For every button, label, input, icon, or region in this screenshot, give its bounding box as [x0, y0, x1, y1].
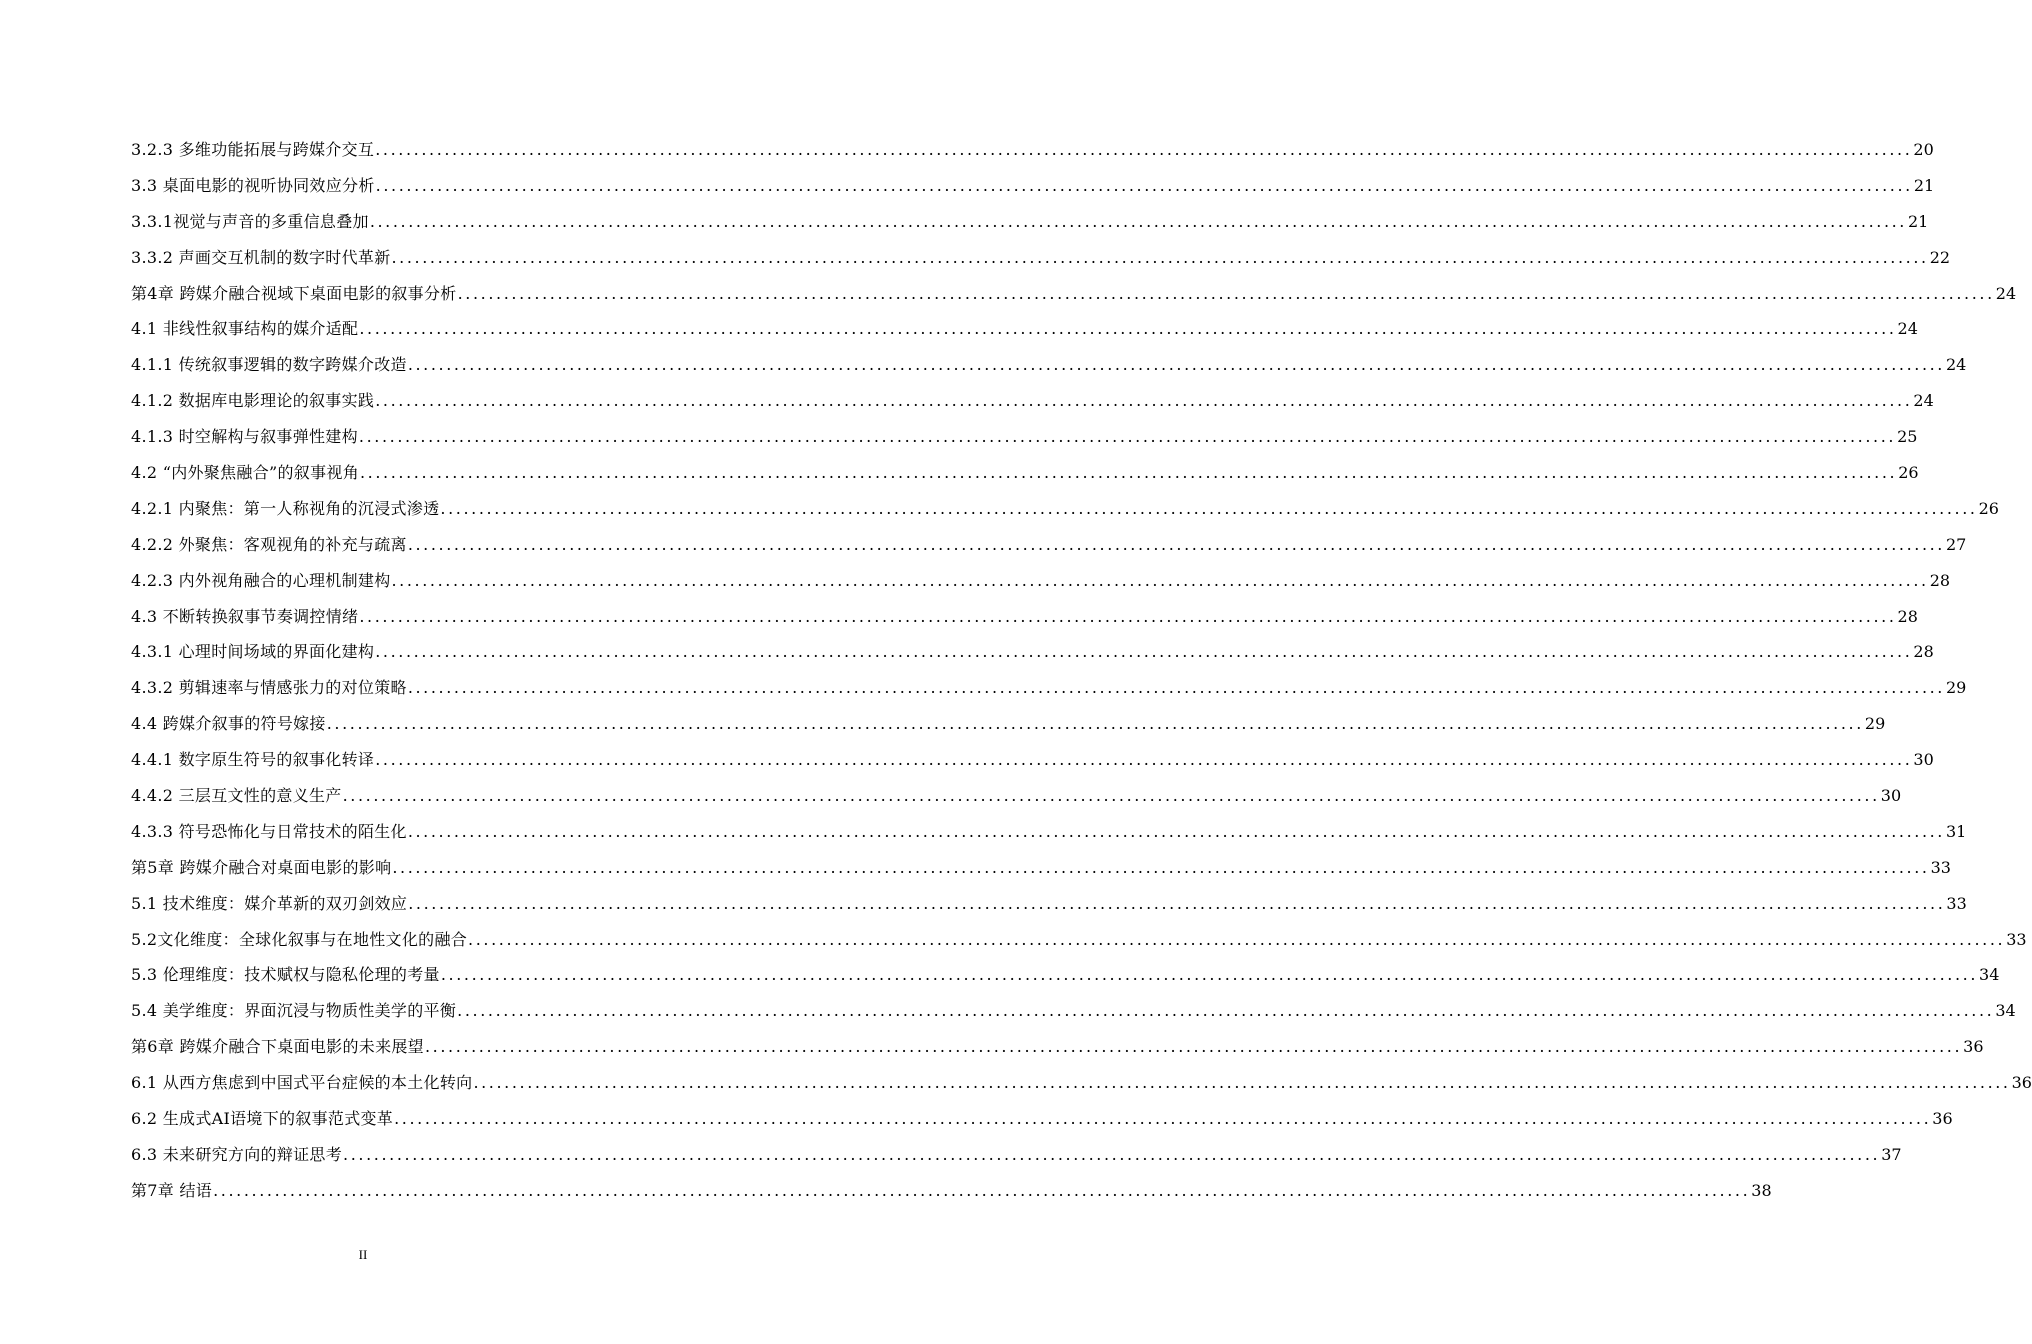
toc-dot-leader: ........................................................................................................................................................................................................ — [424, 1037, 1963, 1057]
toc-entry[interactable] — [131, 347, 1967, 383]
toc-entry-title: 4.1.2 数据库电影理论的叙事实践 — [131, 391, 375, 411]
toc-entry-title: 第4章 跨媒介融合视域下桌面电影的叙事分析 — [131, 283, 457, 303]
toc-dot-leader: ........................................................................................................................................................................................................ — [408, 893, 1946, 913]
toc-entry-page: 33 — [1946, 893, 1967, 913]
toc-dot-leader: ........................................................................................................................................................................................................ — [342, 786, 1880, 806]
toc-entry-title: 4.3.2 剪辑速率与情感张力的对位策略 — [131, 678, 407, 698]
toc-entry[interactable] — [131, 706, 1886, 742]
toc-entry-page: 21 — [1913, 175, 1935, 195]
toc-entry-title: 3.3.1视觉与声音的多重信息叠加 — [131, 211, 369, 231]
toc-entry-page: 24 — [1946, 355, 1967, 375]
toc-entry-title: 4.2.1 内聚焦：第一人称视角的沉浸式渗透 — [131, 498, 440, 518]
toc-entry-title: 4.1.1 传统叙事逻辑的数字跨媒介改造 — [131, 355, 407, 375]
toc-entry[interactable] — [131, 599, 1918, 635]
toc-entry-title: 4.2 “内外聚焦融合”的叙事视角 — [131, 463, 359, 483]
toc-entry-title: 6.2 生成式AI语境下的叙事范式变革 — [131, 1109, 394, 1129]
toc-entry-page: 34 — [1979, 965, 2000, 985]
toc-dot-leader: ........................................................................................................................................................................................................ — [359, 319, 1897, 339]
toc-dot-leader: ........................................................................................................................................................................................................ — [391, 570, 1929, 590]
toc-entry[interactable] — [131, 1137, 1902, 1173]
toc-entry-page: 26 — [1898, 463, 1919, 483]
toc-entry[interactable] — [131, 670, 1967, 706]
toc-entry-page: 34 — [1995, 1001, 2016, 1021]
toc-entry-page: 38 — [1751, 1180, 1772, 1200]
page-footer — [0, 1247, 950, 1263]
toc-entry[interactable] — [131, 634, 1934, 670]
toc-dot-leader: ........................................................................................................................................................................................................ — [360, 463, 1898, 483]
toc-entry-title: 4.1.3 时空解构与叙事弹性建构 — [131, 427, 358, 447]
toc-entry-page: 28 — [1913, 642, 1934, 662]
toc-dot-leader: ........................................................................................................................................................................................................ — [375, 750, 1913, 770]
toc-entry-title: 4.4.1 数字原生符号的叙事化转译 — [131, 750, 375, 770]
toc-entry[interactable] — [131, 419, 1918, 455]
toc-entry[interactable] — [131, 1101, 1953, 1137]
toc-entry-title: 5.4 美学维度：界面沉浸与物质性美学的平衡 — [131, 1001, 457, 1021]
toc-entry[interactable] — [131, 276, 2017, 312]
toc-entry[interactable] — [131, 1173, 1772, 1209]
toc-entry[interactable] — [131, 132, 1934, 168]
toc-entry-page: 36 — [1932, 1109, 1953, 1129]
page-number: II — [358, 1247, 368, 1262]
toc-entry[interactable] — [131, 311, 1918, 347]
toc-dot-leader: ........................................................................................................................................................................................................ — [375, 391, 1913, 411]
toc-dot-leader: ........................................................................................................................................................................................................ — [457, 283, 1995, 303]
toc-entry[interactable] — [131, 850, 1951, 886]
toc-entry-title: 第5章 跨媒介融合对桌面电影的影响 — [131, 857, 392, 877]
toc-entry-page: 28 — [1929, 570, 1951, 590]
toc-entry-title: 5.1 技术维度：媒介革新的双刃剑效应 — [131, 893, 408, 913]
toc-entry-title: 4.2.2 外聚焦：客观视角的补充与疏离 — [131, 534, 407, 554]
toc-entry-page: 29 — [1946, 678, 1967, 698]
toc-dot-leader: ........................................................................................................................................................................................................ — [407, 355, 1945, 375]
toc-entry-page: 24 — [1995, 283, 2017, 303]
toc-entry[interactable] — [131, 886, 1967, 922]
toc-dot-leader: ........................................................................................................................................................................................................ — [392, 857, 1930, 877]
toc-entry[interactable] — [131, 778, 1902, 814]
toc-dot-leader: ........................................................................................................................................................................................................ — [407, 821, 1945, 841]
toc-dot-leader: ........................................................................................................................................................................................................ — [391, 247, 1929, 267]
toc-dot-leader: ........................................................................................................................................................................................................ — [375, 642, 1913, 662]
toc-entry-title: 4.3.3 符号恐怖化与日常技术的陌生化 — [131, 821, 407, 841]
toc-entry[interactable] — [131, 527, 1967, 563]
toc-dot-leader: ........................................................................................................................................................................................................ — [343, 1144, 1881, 1164]
toc-dot-leader: ........................................................................................................................................................................................................ — [468, 929, 2006, 949]
toc-entry-title: 4.1 非线性叙事结构的媒介适配 — [131, 319, 359, 339]
toc-dot-leader: ........................................................................................................................................................................................................ — [375, 175, 1913, 195]
toc-entry[interactable] — [131, 742, 1934, 778]
toc-entry[interactable] — [131, 240, 1951, 276]
toc-entry-page: 33 — [1930, 857, 1951, 877]
toc-entry-title: 5.2文化维度：全球化叙事与在地性文化的融合 — [131, 929, 468, 949]
toc-dot-leader: ........................................................................................................................................................................................................ — [440, 965, 1979, 985]
toc-dot-leader: ........................................................................................................................................................................................................ — [407, 534, 1945, 554]
toc-dot-leader: ........................................................................................................................................................................................................ — [407, 678, 1945, 698]
toc-entry[interactable] — [131, 814, 1967, 850]
toc-dot-leader: ........................................................................................................................................................................................................ — [359, 606, 1897, 626]
toc-dot-leader: ........................................................................................................................................................................................................ — [326, 714, 1864, 734]
toc-dot-leader: ........................................................................................................................................................................................................ — [473, 1073, 2011, 1093]
toc-dot-leader: ........................................................................................................................................................................................................ — [358, 427, 1897, 447]
toc-entry[interactable] — [131, 1065, 2032, 1101]
toc-entry-page: 30 — [1880, 786, 1902, 806]
toc-entry-title: 6.3 未来研究方向的辩证思考 — [131, 1144, 343, 1164]
toc-entry-title: 4.3 不断转换叙事节奏调控情绪 — [131, 606, 359, 626]
toc-entry[interactable] — [131, 204, 1929, 240]
toc-entry-title: 第7章 结语 — [131, 1180, 213, 1200]
toc-entry-page: 20 — [1913, 140, 1934, 159]
toc-entry[interactable] — [131, 491, 1999, 527]
toc-entry-page: 24 — [1897, 319, 1918, 339]
toc-entry[interactable] — [131, 957, 2000, 993]
toc-entry[interactable] — [131, 455, 1919, 491]
toc-dot-leader: ........................................................................................................................................................................................................ — [457, 1001, 1995, 1021]
toc-entry-title: 4.3.1 心理时间场域的界面化建构 — [131, 642, 375, 662]
toc-entry-page: 37 — [1881, 1144, 1902, 1164]
toc-entry[interactable] — [131, 168, 1935, 204]
toc-entry-page: 33 — [2006, 929, 2027, 949]
toc-entry-title: 第6章 跨媒介融合下桌面电影的未来展望 — [131, 1037, 424, 1057]
toc-entry[interactable] — [131, 993, 2016, 1029]
toc-entry-page: 30 — [1913, 750, 1934, 770]
toc-entry-title: 5.3 伦理维度：技术赋权与隐私伦理的考量 — [131, 965, 440, 985]
toc-dot-leader: ........................................................................................................................................................................................................ — [369, 211, 1907, 231]
toc-entry-title: 3.3.2 声画交互机制的数字时代革新 — [131, 247, 391, 267]
toc-entry-page: 27 — [1946, 534, 1967, 554]
toc-entry-title: 3.2.3 多维功能拓展与跨媒介交互 — [131, 140, 375, 159]
toc-entry-title: 4.4.2 三层互文性的意义生产 — [131, 786, 342, 806]
toc-entry[interactable] — [131, 1029, 1984, 1065]
toc-entry-page: 22 — [1929, 247, 1951, 267]
toc-dot-leader: ........................................................................................................................................................................................................ — [440, 498, 1978, 518]
toc-entry-page: 31 — [1946, 821, 1967, 841]
toc-entry[interactable] — [131, 563, 1951, 599]
toc-entry-page: 26 — [1978, 498, 1999, 518]
toc-entry[interactable] — [131, 922, 2027, 958]
table-of-contents — [131, 132, 2032, 1209]
toc-entry-title: 4.2.3 内外视角融合的心理机制建构 — [131, 570, 391, 590]
toc-entry-title: 4.4 跨媒介叙事的符号嫁接 — [131, 714, 326, 734]
toc-entry-page: 36 — [1963, 1037, 1984, 1057]
toc-entry-title: 6.1 从西方焦虑到中国式平台症候的本土化转向 — [131, 1073, 473, 1093]
toc-entry-page: 25 — [1897, 427, 1918, 447]
toc-dot-leader: ........................................................................................................................................................................................................ — [375, 140, 1913, 159]
toc-entry-page: 29 — [1864, 714, 1886, 734]
toc-entry-page: 28 — [1897, 606, 1918, 626]
toc-dot-leader: ........................................................................................................................................................................................................ — [394, 1109, 1932, 1129]
toc-entry-title: 3.3 桌面电影的视听协同效应分析 — [131, 175, 375, 195]
toc-entry[interactable] — [131, 383, 1934, 419]
toc-entry-page: 21 — [1908, 211, 1929, 231]
toc-entry-page: 24 — [1913, 391, 1934, 411]
toc-dot-leader: ........................................................................................................................................................................................................ — [213, 1180, 1751, 1200]
toc-entry-page: 36 — [2011, 1073, 2032, 1093]
